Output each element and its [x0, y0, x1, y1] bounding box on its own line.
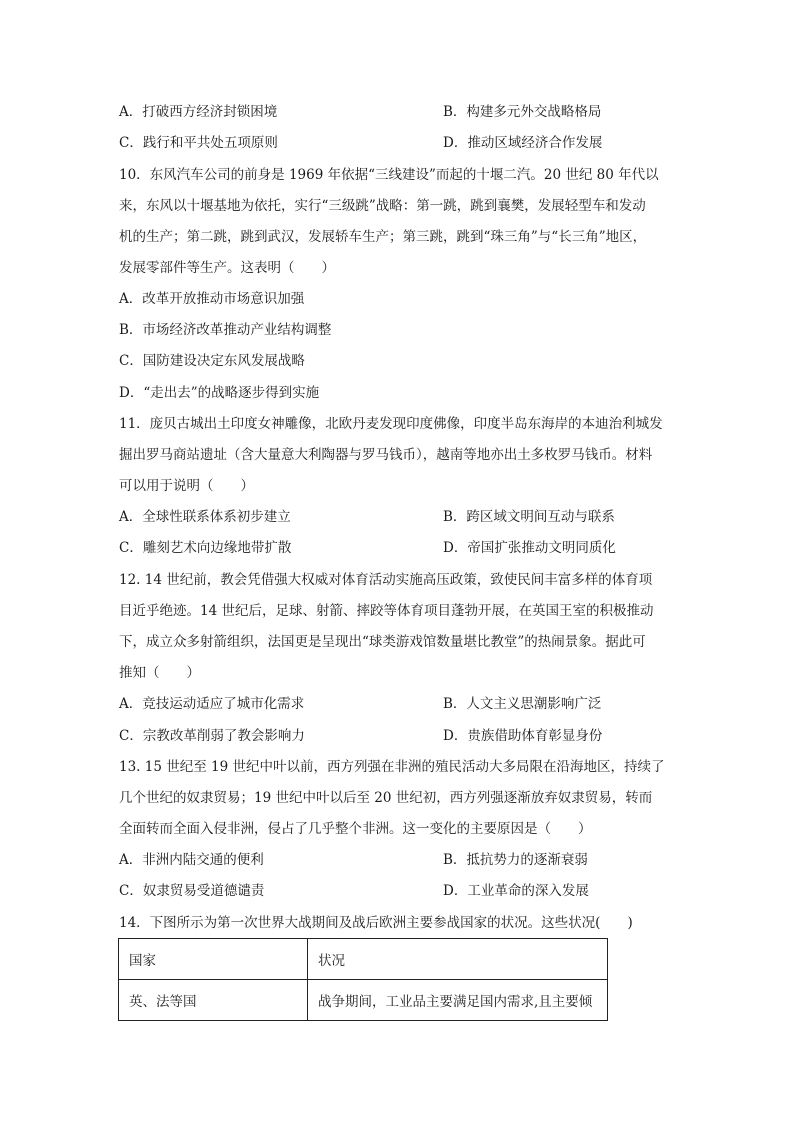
q11-stem-line-2: 掘出罗马商站遗址（含大量意大利陶器与罗马钱币），越南等地亦出土多枚罗马钱币。材料: [119, 447, 653, 463]
table-header-row: [119, 939, 608, 980]
q12-option-a: A．竞技运动适应了城市化需求: [119, 696, 305, 712]
q9-option-d: D．推动区域经济合作发展: [443, 135, 603, 151]
q13-option-b: B．抵抗势力的逐渐衰弱: [443, 852, 588, 868]
q11-option-a: A．全球性联系体系初步建立: [119, 509, 291, 525]
q12-option-d: D．贵族借助体育彰显身份: [443, 728, 603, 744]
q14-table: [118, 938, 608, 1021]
q11-stem-line-3: 可以用于说明（ ）: [119, 478, 254, 494]
q13-option-c: C．奴隶贸易受道德谴责: [119, 883, 265, 899]
table-cell-status: 战争期间，工业品主要满足国内需求,且主要倾: [308, 980, 608, 1021]
q13-stem-line-3: 全面转而全面入侵非洲，侵占了几乎整个非洲。这一变化的主要原因是（ ）: [119, 821, 592, 837]
q12-stem-line-1: 12. 14 世纪前，教会凭借强大权威对体育活动实施高压政策，致使民间丰富多样的体育项: [119, 572, 653, 588]
q10-stem-line-2: 来，东风以十堰基地为依托，实行“三级跳”战略：第一跳，跳到襄樊，发展轻型车和发动: [119, 198, 646, 214]
q10-stem-line-1: 10．东风汽车公司的前身是 1969 年依据“三线建设”而起的十堰二汽。20 世纪 80 年代以: [119, 167, 659, 183]
q12-option-b: B．人文主义思潮影响广泛: [443, 696, 602, 712]
q13-stem-line-1: 13. 15 世纪至 19 世纪中叶以前，西方列强在非洲的殖民活动大多局限在沿海地区，持续了: [119, 759, 665, 775]
q11-option-c: C．雕刻艺术向边缘地带扩散: [119, 540, 292, 556]
q10-option-a: A．改革开放推动市场意识加强: [119, 291, 305, 307]
q10-stem-line-4: 发展零部件等生产。这表明（ ）: [119, 260, 335, 276]
q11-option-d: D．帝国扩张推动文明同质化: [443, 540, 616, 556]
q11-stem-line-1: 11．庞贝古城出土印度女神雕像，北欧丹麦发现印度佛像，印度半岛东海岸的本迪治利城发: [119, 416, 663, 432]
q10-option-c: C．国防建设决定东风发展战略: [119, 353, 305, 369]
q11-option-b: B．跨区域文明间互动与联系: [443, 509, 615, 525]
q9-option-b: B．构建多元外交战略格局: [443, 104, 602, 120]
q10-option-d: D．“走出去”的战略逐步得到实施: [119, 385, 320, 401]
q9-option-c: C．践行和平共处五项原则: [119, 135, 278, 151]
table-cell-country: 英、法等国: [119, 980, 308, 1021]
q13-option-d: D．工业革命的深入发展: [443, 883, 589, 899]
q12-stem-line-2: 目近乎绝迹。14 世纪后，足球、射箭、摔跤等体育项目蓬勃开展，在英国王室的积极推动: [119, 603, 654, 619]
q13-option-a: A．非洲内陆交通的便利: [119, 852, 264, 868]
q10-stem-line-3: 机的生产；第二跳，跳到武汉，发展轿车生产；第三跳，跳到“珠三角”与“长三角”地区，: [119, 229, 647, 245]
q12-stem-line-3: 下，成立众多射箭组织，法国更是呈现出“球类游戏馆数量堪比教堂”的热闹景象。据此可: [119, 634, 646, 650]
q9-option-a: A．打破西方经济封锁困境: [119, 104, 278, 120]
q12-option-c: C．宗教改革削弱了教会影响力: [119, 728, 305, 744]
q10-option-b: B．市场经济改革推动产业结构调整: [119, 322, 332, 338]
table-header-country: 国家: [119, 939, 308, 980]
q14-stem: 14．下图所示为第一次世界大战期间及战后欧洲主要参战国家的状况。这些状况( ): [119, 915, 633, 931]
table-row: [119, 980, 608, 1021]
table-header-status: 状况: [308, 939, 608, 980]
q12-stem-line-4: 推知（ ）: [119, 665, 200, 681]
q13-stem-line-2: 几个世纪的奴隶贸易；19 世纪中叶以后至 20 世纪初，西方列强逐渐放弃奴隶贸易，转而: [119, 790, 653, 806]
